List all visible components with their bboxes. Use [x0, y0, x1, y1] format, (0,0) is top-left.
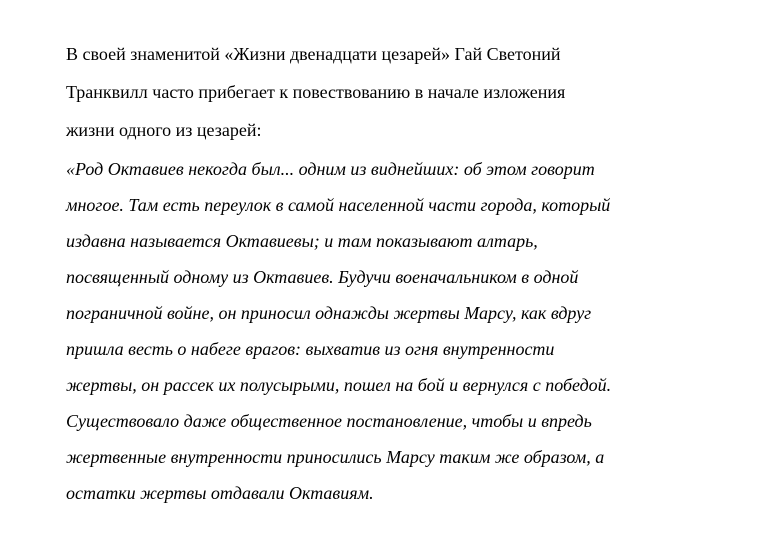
- intro-line-1: В своей знаменитой «Жизни двенадцати цезарей» Гай Светоний: [66, 44, 561, 64]
- quote-line-2: многое. Там есть переулок в самой населенной части города, который: [66, 195, 611, 215]
- quote-line-10: остатки жертвы отдавали Октавиям.: [66, 483, 374, 503]
- quote-line-6: пришла весть о набеге врагов: выхватив из огня внутренности: [66, 339, 555, 359]
- quote-line-9: жертвенные внутренности приносились Марсу таким же образом, а: [66, 447, 605, 467]
- quote-line-1: «Род Октавиев некогда был... одним из виднейших: об этом говорит: [66, 159, 595, 179]
- intro-line-3: жизни одного из цезарей:: [66, 120, 262, 140]
- intro-line-2: Транквилл часто прибегает к повествованию в начале изложения: [66, 82, 566, 102]
- quote-line-5: пограничной войне, он приносил однажды жертвы Марсу, как вдруг: [66, 303, 592, 323]
- quote-line-7: жертвы, он рассек их полусырыми, пошел на бой и вернулся с победой.: [66, 375, 612, 395]
- quote-line-8: Существовало даже общественное постановление, чтобы и впредь: [66, 411, 592, 431]
- quote-line-4: посвященный одному из Октавиев. Будучи военачальником в одной: [66, 267, 579, 287]
- quote-line-3: издавна называется Октавиевы; и там показывают алтарь,: [66, 231, 538, 251]
